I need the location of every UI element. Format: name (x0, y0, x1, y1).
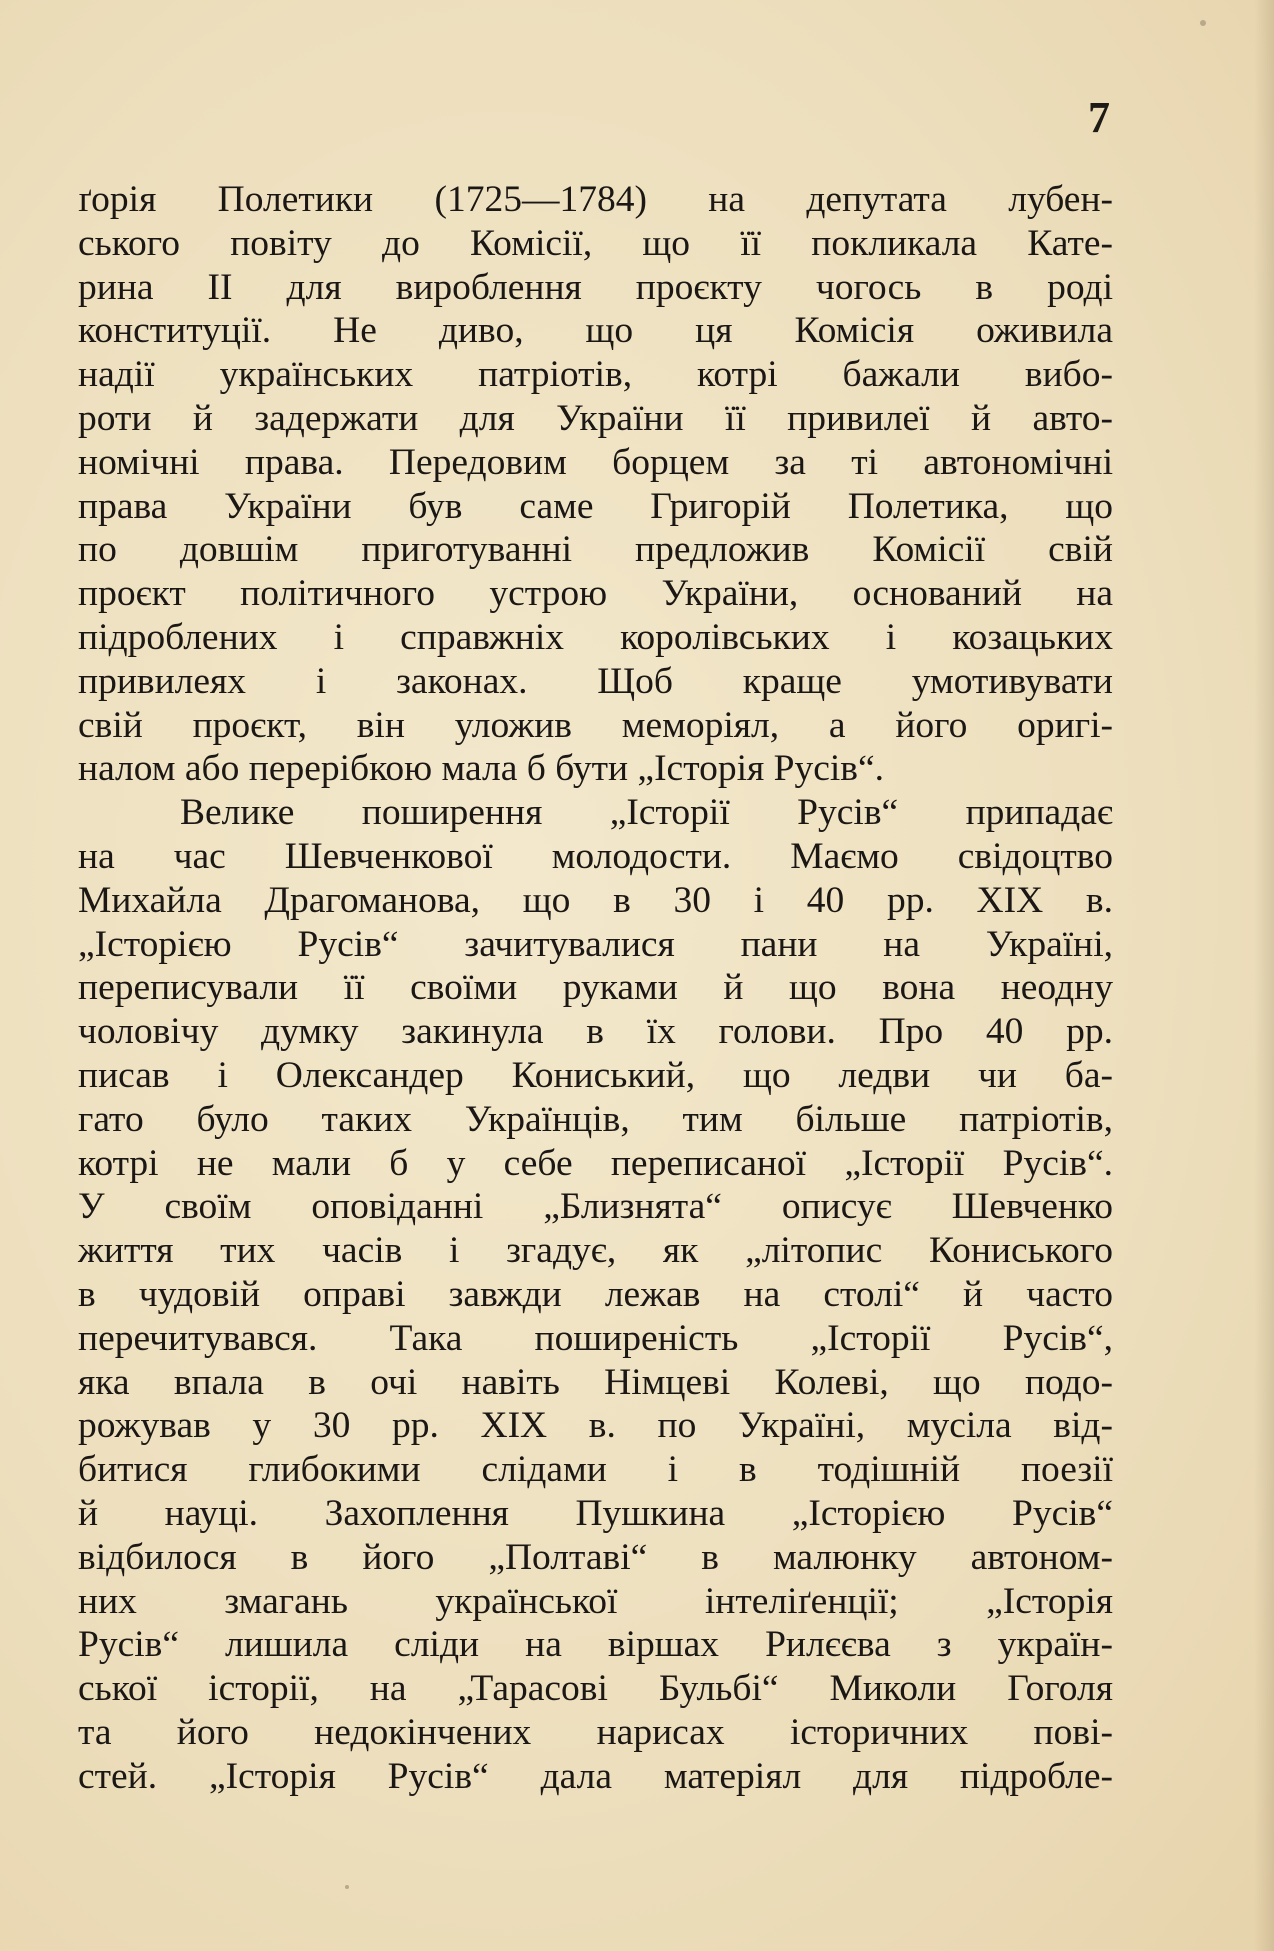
text-line: чоловічу думку закинула в їх голови. Про 40 рр. (78, 1011, 1113, 1053)
text-line: „Історією Русів“ зачитувалися пани на Україні, (78, 923, 1113, 965)
text-line: ського повіту до Комісії, що її покликала Кате- (78, 222, 1113, 264)
text-line: роти й задержати для України її привилеї й авто- (78, 397, 1113, 439)
text-line: Михайла Драгоманова, що в 30 і 40 рр. XIX в. (78, 879, 1113, 921)
text-line: стей. „Історія Русів“ дала матеріял для підробле- (78, 1755, 1113, 1797)
text-line: проєкт політичного устрою України, оснований на (78, 573, 1113, 615)
page-text (78, 178, 1113, 1798)
text-line: по довшім приготуванні предложив Комісії свій (78, 529, 1113, 571)
text-line: ської історії, на „Тарасові Бульбі“ Миколи Гоголя (78, 1668, 1113, 1710)
text-line: ґорія Полетики (1725—1784) на депутата лубен- (78, 179, 1113, 220)
text-line: Русів“ лишила сліди на віршах Рилєєва з україн- (78, 1624, 1113, 1666)
text-line: номічні права. Передовим борцем за ті автономічні (78, 441, 1113, 483)
text-line: гато було таких Українців, тим більше патріотів, (78, 1098, 1113, 1140)
text-line: відбилося в його „Полтаві“ в малюнку автоном- (78, 1536, 1113, 1578)
text-line: та його недокінчених нарисах історичних пові- (78, 1711, 1113, 1753)
text-line: перечитувався. Така поширеність „Історії Русів“, (78, 1317, 1113, 1359)
text-line: битися глибокими слідами і в тодішній поезії (78, 1449, 1113, 1491)
text-line: писав і Олександер Кониський, що ледви чи ба- (78, 1054, 1113, 1096)
text-line: свій проєкт, він уложив меморіял, а його оригі- (78, 704, 1113, 746)
text-line: й науці. Захоплення Пушкина „Історією Русів“ (78, 1492, 1113, 1534)
text-line: права України був саме Григорій Полетика, що (78, 485, 1113, 527)
text-line: надії українських патріотів, котрі бажали вибо- (78, 354, 1113, 396)
text-line: У своїм оповіданні „Близнята“ описує Шевченко (78, 1186, 1113, 1228)
text-line: привилеях і законах. Щоб краще умотивувати (78, 660, 1113, 702)
page-number: 7 (1088, 93, 1110, 142)
text-line: на час Шевченкової молодости. Маємо свідоцтво (78, 835, 1113, 877)
text-line: яка впала в очі навіть Німцеві Колеві, що подо- (78, 1361, 1113, 1403)
text-line: життя тих часів і згадує, як „літопис Кониського (78, 1230, 1113, 1272)
paper-speck (1200, 20, 1206, 26)
text-line: рожував у 30 рр. XIX в. по Україні, мусіла від- (78, 1405, 1113, 1447)
text-line: них змагань української інтеліґенції; „Історія (78, 1580, 1113, 1622)
text-line: котрі не мали б у себе переписаної „Історії Русів“. (78, 1142, 1113, 1184)
text-line: налом або перерібкою мала б бути „Історія Русів“. (78, 748, 885, 790)
text-line: Велике поширення „Історії Русів“ припадає (180, 792, 1113, 834)
text-line: переписували її своїми руками й що вона неодну (78, 967, 1113, 1009)
text-line: підроблених і справжніх королівських і козацьких (78, 616, 1113, 658)
text-line: в чудовій оправі завжди лежав на столі“ й часто (78, 1273, 1113, 1315)
paper-speck (345, 1885, 349, 1889)
page-edge-shadow (1254, 0, 1274, 1951)
text-line: рина II для вироблення проєкту чогось в роді (78, 266, 1113, 308)
text-line: конституції. Не диво, що ця Комісія оживила (78, 310, 1113, 352)
